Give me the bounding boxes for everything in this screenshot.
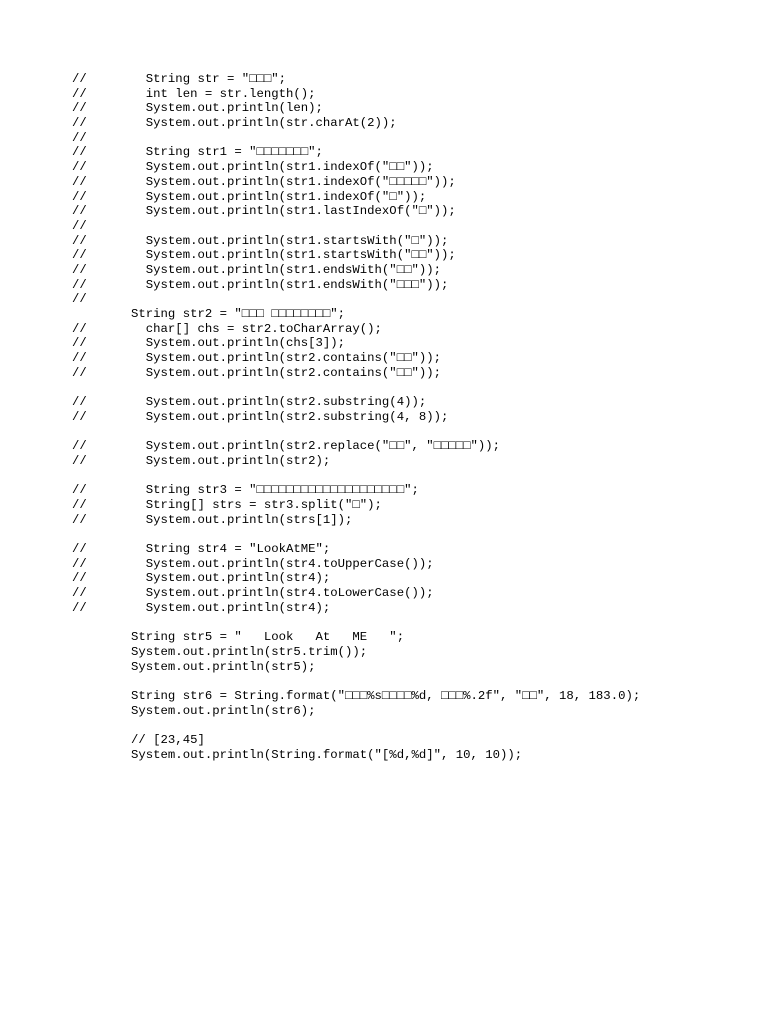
code-line: // System.out.println(chs[3]);: [72, 336, 346, 351]
code-line: // System.out.println(str1.endsWith("□□□"));: [72, 277, 449, 292]
code-line: System.out.println(str5.trim());: [72, 644, 368, 659]
code-line: System.out.println(str5);: [72, 659, 316, 674]
code-line: // System.out.println(str.charAt(2));: [72, 116, 397, 131]
code-line: // System.out.println(str4.toUpperCase());: [72, 556, 434, 571]
code-line: String str2 = "□□□ □□□□□□□□";: [72, 307, 346, 321]
code-line: [72, 718, 640, 733]
code-line: // System.out.println(str1.startsWith("□"));: [72, 233, 449, 248]
code-line: String str5 = " Look At ME ";: [72, 630, 405, 645]
code-line: // System.out.println(str4);: [72, 571, 331, 586]
code-line: [72, 615, 640, 630]
code-line: System.out.println(String.format("[%d,%d]", 10, 10));: [72, 747, 523, 762]
code-line: // int len = str.length();: [72, 86, 316, 101]
code-line: // System.out.println(strs[1]);: [72, 512, 353, 527]
code-line: // System.out.println(str2.replace("□□", "□□□□□"));: [72, 439, 501, 454]
code-line: //: [72, 292, 87, 307]
code-line: [72, 527, 640, 542]
code-line: // System.out.println(str1.indexOf("□"));: [72, 189, 427, 204]
code-line: // System.out.println(str1.startsWith("□□"));: [72, 248, 456, 263]
code-line: [72, 380, 640, 395]
code-line: // char[] chs = str2.toCharArray();: [72, 321, 382, 336]
code-line: // System.out.println(str2.substring(4, 8));: [72, 409, 449, 424]
code-line: // System.out.println(str2.substring(4));: [72, 395, 427, 410]
code-line: // System.out.println(str1.indexOf("□□"));: [72, 160, 434, 175]
code-line: // String str = "□□□";: [72, 72, 287, 86]
code-line: String str6 = String.format("□□□%s□□□□%d, □□□%.2f", "□□", 18, 183.0);: [72, 688, 641, 703]
code-line: // [23,45]: [72, 732, 205, 747]
code-line: // System.out.println(str1.endsWith("□□"));: [72, 262, 441, 277]
code-line: // System.out.println(str2.contains("□□"));: [72, 365, 441, 380]
code-line: // String[] strs = str3.split("□");: [72, 497, 382, 512]
code-line: // System.out.println(str1.lastIndexOf("□"));: [72, 204, 456, 219]
code-line: // System.out.println(str1.indexOf("□□□□□"));: [72, 174, 456, 189]
code-line: //: [72, 130, 87, 145]
code-line: // System.out.println(str2);: [72, 453, 331, 468]
code-listing: [72, 72, 640, 762]
code-line: [72, 425, 640, 440]
code-line: // System.out.println(len);: [72, 101, 323, 116]
code-line: // System.out.println(str2.contains("□□"));: [72, 351, 441, 366]
code-line: [72, 674, 640, 689]
code-line: [72, 469, 640, 484]
code-line: // String str4 = "LookAtME";: [72, 542, 331, 556]
code-line: // String str1 = "□□□□□□□";: [72, 145, 323, 160]
code-line: // String str3 = "□□□□□□□□□□□□□□□□□□□□";: [72, 483, 419, 498]
code-line: System.out.println(str6);: [72, 703, 316, 718]
code-line: //: [72, 218, 87, 233]
code-line: // System.out.println(str4.toLowerCase());: [72, 586, 434, 601]
code-line: // System.out.println(str4);: [72, 600, 331, 615]
